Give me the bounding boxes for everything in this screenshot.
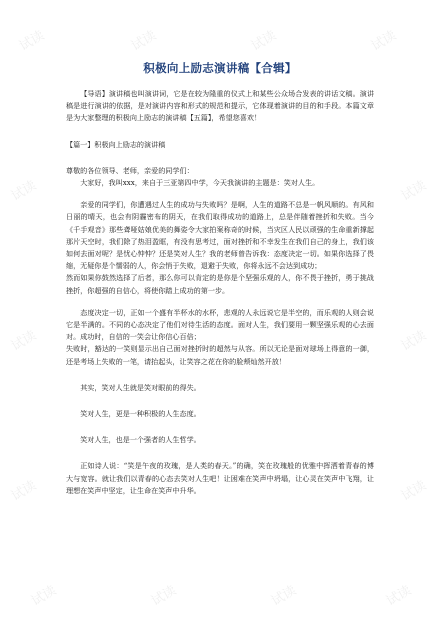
watermark: 试读: [368, 28, 400, 55]
body-paragraph: 其实，笑对人生就是笑对眼前的得失。: [80, 382, 201, 392]
watermark: 试读: [398, 328, 430, 355]
watermark: 试读: [383, 583, 415, 610]
watermark: 试读: [8, 328, 40, 355]
intro-paragraph: 大家好，我叫xxx，来自于三亚第四中学，今天我演讲的主题是：笑对人生。: [80, 178, 320, 188]
watermark: 试读: [148, 583, 180, 610]
body-paragraph: 然而如果你鼓然选择了后者，那么你可以肯定的是你是个坚强乐观的人，你不畏于挫折，勇于挑战挫折，你超强的自信心，将使你踏上成功的第一步。: [66, 273, 374, 295]
watermark: 试读: [128, 28, 160, 55]
body-paragraph: 正如诗人说：“笑是午夜的玫瑰，是人类的春天。”的确，笑在玫瑰般的优雅中挥洒着青春的博大与宽容。就让我们以青春的心态去笑对人生吧！让困难在笑声中坍塌，让心灵在笑声中飞翔，让理想在笑声中坚定，让生命在笑声中升华。: [66, 461, 374, 495]
watermark: 试读: [398, 178, 430, 205]
body-paragraph: 亲爱的同学们，你遭遇过人生的成功与失败吗？是啊，人生的道路不总是一帆风顺的。有风和日丽的晴天，也会有阴霾密布的阴天，在我们取得成功的道路上，总是伴随着挫折和失败。当今《千手观音》那些聋哑姑娘优美的舞姿令大家拍案称奇的时候，当灾区人民以顽强的生命重新撑起那片天空时，我们除了热泪盈眶，有没有思考过，面对挫折和不幸发生在我们自己的身上，我们该如何去面对呢？是忧心忡忡？还是笑对人生？我的老师曾告诉我：态度决定一切。如果你选择了畏缩，无疑你是个懦弱的人，你会悄于失败，退避于失败，你将永远不会达到成功；: [66, 200, 374, 271]
watermark: 试读: [268, 583, 300, 610]
body-paragraph: 态度决定一切，正如一个盛有半杯水的水杯，悲观的人永远说它是半空的，而乐观的人则会说它是半满的。不同的心态决定了他们对待生活的态度。面对人生，我们要用一颗坚强乐观的心去面对。成功时，自信的一笑会让你信心百倍；: [66, 307, 374, 342]
watermark: 试读: [8, 178, 40, 205]
watermark: 试读: [28, 583, 60, 610]
section-heading: 【篇一】积极向上励志的演讲稿: [66, 139, 166, 149]
body-paragraph: 笑对人生，也是一个强者的人生哲学。: [80, 435, 201, 445]
greeting-paragraph: 尊敬的各位领导、老师，亲爱的同学们：: [66, 165, 194, 175]
body-paragraph: 笑对人生，更是一种积极的人生态度。: [80, 409, 201, 419]
watermark: 试读: [248, 28, 280, 55]
watermark: 试读: [8, 478, 40, 505]
body-paragraph: 失败时，豁达的一笑则显示出自己面对挫折时的超然与从容。所以无论是面对球场上得意的一御，还是考场上失败的一笔，请抬起头，让笑容之花在你的脸颊灿然开放！: [66, 344, 374, 366]
guide-paragraph: 【导语】演讲稿也叫演讲词，它是在较为隆重的仪式上和某些公众场合发表的讲话文稿。演讲稿是进行演讲的依据，是对演讲内容和形式的规范和提示，它体现着演讲的目的和手段。本篇文章是为大家整理的积极向上励志的演讲稿【五篇】，希望您喜欢！: [66, 89, 374, 123]
watermark: 试读: [16, 28, 48, 55]
page-title: 积极向上励志演讲稿【合辑】: [143, 61, 297, 75]
watermark: 试读: [398, 478, 430, 505]
